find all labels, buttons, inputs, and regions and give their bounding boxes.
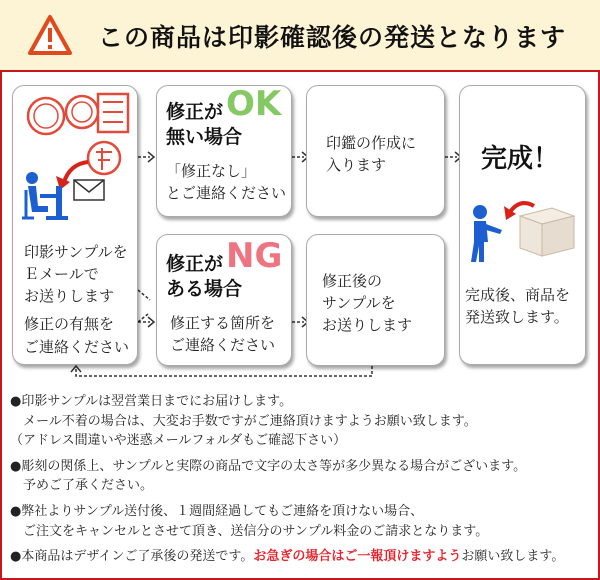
sample-line-3: お送りします	[24, 287, 115, 305]
done-line-1: 完成後、商品を	[465, 286, 571, 304]
note-1c: （アドレス間違いや迷惑メールフォルダもご確認下さい）	[10, 433, 347, 449]
note-1a: ●印影サンプルは翌営業日までにお届けします。	[10, 394, 293, 409]
delivery-illustration	[464, 186, 579, 266]
stamp-illustration	[18, 90, 133, 230]
sample-line-4: 修正の有無を	[24, 315, 115, 333]
sample-line-5: ご連絡ください	[24, 338, 130, 356]
note-3a: ●弊社よりサンプル送付後、１週間経過してもご連絡を頂けない場合、	[10, 503, 424, 519]
ng-badge: NG	[226, 236, 283, 276]
ng-title-1: 修正が	[166, 253, 224, 275]
make-line-1: 印鑑の作成に	[326, 134, 417, 152]
fix-line-2: サンプルを	[322, 294, 396, 312]
note-4-post: お願い致します。	[461, 549, 565, 565]
ok-title-1: 修正が	[166, 101, 224, 123]
ok-line-1: 「修正なし」	[166, 162, 257, 180]
note-3b: ご注文をキャンセルとさせて頂き、送信分のサンプル料金のご請求となります。	[23, 523, 489, 539]
note-2b: 予めご了承ください。	[23, 478, 154, 494]
sample-line-1: 印影サンプルを	[24, 243, 128, 261]
ng-line-2: ご連絡ください	[170, 336, 276, 354]
fix-line-1: 修正後の	[322, 272, 383, 290]
ng-title-2: ある場合	[166, 278, 243, 300]
note-4-red: お急ぎの場合はご一報頂けますよう	[253, 549, 462, 565]
note-1b: メール不着の場合は、大変お手数ですがご連絡頂けますようお願い致します。	[23, 413, 477, 429]
make-line-2: 入ります	[326, 156, 387, 174]
note-4-pre: ●本商品はデザインご了承後の発送です。	[10, 549, 254, 565]
notes-section	[10, 392, 592, 567]
ok-title-2: 無い場合	[166, 126, 243, 148]
header-title: この商品は印影確認後の発送となります	[98, 23, 567, 52]
done-line-2: 発送致します。	[465, 308, 569, 326]
fix-line-3: お送りします	[322, 316, 413, 334]
ng-line-1: 修正する箇所を	[170, 314, 276, 332]
done-title: 完成！	[481, 144, 560, 174]
ok-line-2: とご連絡ください	[166, 184, 287, 202]
ok-badge: OK	[226, 84, 282, 124]
note-4	[10, 547, 592, 567]
sample-line-2: Ｅメールで	[24, 265, 99, 283]
note-2a: ●彫刻の関係上、サンプルと実際の商品で文字の太さ等が多少異なる場合がございます。	[10, 458, 527, 474]
